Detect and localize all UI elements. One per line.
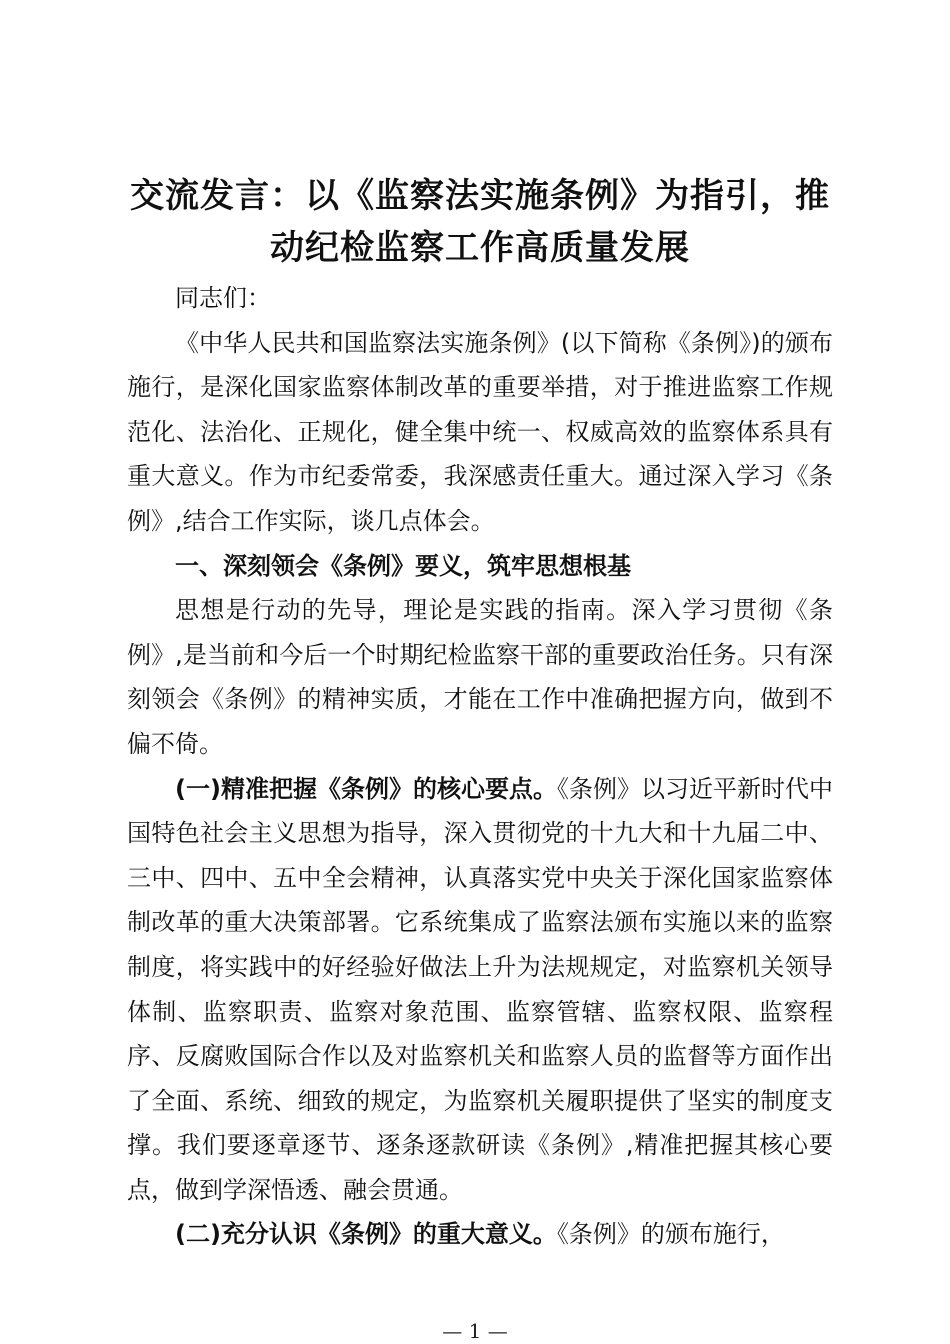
document-title-line-2: 动纪检监察工作高质量发展 [270, 228, 690, 268]
subsection-1-heading: (一)精准把握《条例》的核心要点。 [175, 774, 557, 803]
intro-paragraph: 《中华人民共和国监察法实施条例》(以下简称《条例》)的颁布施行，是深化国家监察体制改革的重要举措，对于推进监察工作规范化、法治化、正规化，健全集中统一、权威高效的监察体系具有重大意义。作为市纪委常委，我深感责任重大。通过深入学习《条例》,结合工作实际，谈几点体会。 [127, 328, 833, 535]
subsection-2-heading: (二)充分认识《条例》的重大意义。 [175, 1220, 557, 1249]
section-1-paragraph: 思想是行动的先导，理论是实践的指南。深入学习贯彻《条例》,是当前和今后一个时期纪检监察干部的重要政治任务。只有深刻领会《条例》的精神实质，才能在工作中准确把握方向，做到不偏不倚。 [127, 596, 833, 758]
subsection-2-text: 《条例》的颁布施行， [556, 1220, 785, 1249]
subsection-1-text: 《条例》以习近平新时代中国特色社会主义思想为指导，深入贯彻党的十九大和十九届二中、三中、四中、五中全会精神，认真落实党中央关于深化国家监察体制改革的重大决策部署。它系统集成了监察法颁布实施以来的监察制度，将实践中的好经验好做法上升为法规规定，对监察机关领导体制、监察职责、监察对象范围、监察管辖、监察权限、监察程序、反腐败国际合作以及对监察机关和监察人员的监督等方面作出了全面、系统、细致的规定，为监察机关履职提供了坚实的制度支撑。我们要逐章逐节、逐条逐款研读《条例》,精准把握其核心要点，做到学深悟透、融会贯通。 [127, 774, 834, 1204]
document-title-line-1: 交流发言：以《监察法实施条例》为指引，推 [130, 176, 830, 216]
subsection-2-paragraph [127, 1212, 833, 1257]
greeting: 同志们： [175, 284, 271, 312]
subsection-1-paragraph [127, 767, 833, 1213]
page-number: — 1 — [442, 1319, 508, 1343]
section-1-heading: 一、深刻领会《条例》要义，筑牢思想根基 [175, 551, 631, 580]
document-body [127, 276, 833, 1257]
